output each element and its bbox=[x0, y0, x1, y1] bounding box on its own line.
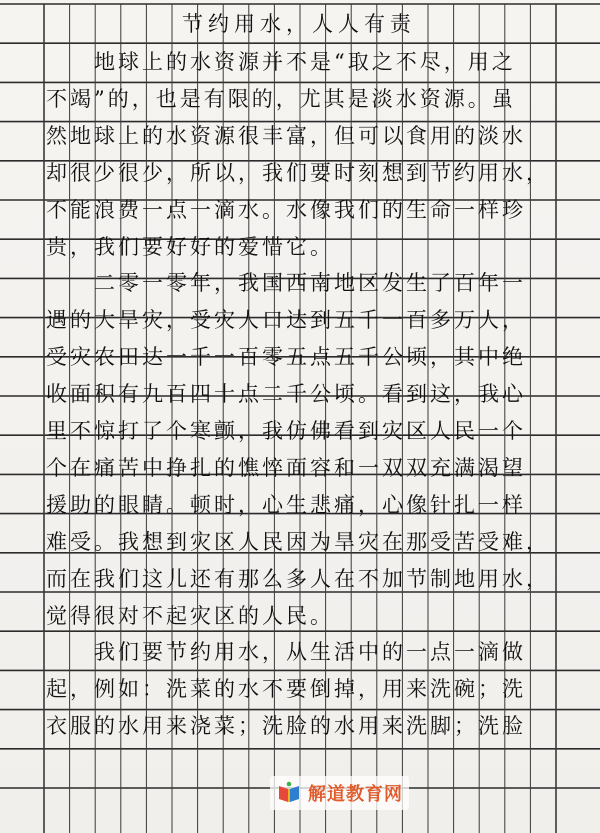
essay-line: 然地球上的水资源很丰富，但可以食用的淡水 bbox=[46, 123, 526, 148]
essay-line: 觉得很对不起灾区的人民。 bbox=[46, 603, 334, 628]
essay-line: 却很少很少，所以，我们要时刻想到节约用水， bbox=[46, 160, 550, 185]
essay-line: 衣服的水用来浇菜；洗脸的水用来洗脚；洗脸 bbox=[46, 714, 526, 739]
essay-line: 地球上的水资源并不是“取之不尽，用之 bbox=[46, 50, 516, 74]
essay-line: 贵，我们要好好的爱惜它。 bbox=[46, 234, 334, 259]
essay-line: 受灾农田达一千一百零五点五千公顷，其中绝 bbox=[46, 345, 526, 370]
watermark bbox=[270, 776, 409, 810]
essay-line: 个在痛苦中挣扎的憔悴面容和一双双充满渴望 bbox=[46, 455, 526, 480]
essay-line: 收面积有九百四十点二千公顷。看到这，我心 bbox=[46, 382, 526, 407]
essay-line: 而在我们这儿还有那么多人在不加节制地用水， bbox=[46, 566, 550, 591]
essay-line: 起，例如：洗菜的水不要倒掉，用来洗碗；洗 bbox=[46, 677, 526, 702]
essay-line: 不能浪费一点一滴水。水像我们的生命一样珍 bbox=[46, 197, 526, 222]
essay-line: 难受。我想到灾区人民因为旱灾在那受苦受难， bbox=[46, 529, 550, 554]
essay-line: 援助的眼睛。顿时，心生悲痛，心像针扎一样 bbox=[46, 492, 526, 517]
essay-line: 里不惊打了个寒颤，我仿佛看到灾区人民一个 bbox=[46, 419, 526, 443]
essay-line: 遇的大旱灾，受灾人口达到五千一百多万人， bbox=[46, 308, 526, 333]
book-logo-icon bbox=[276, 780, 302, 806]
essay-line: 不竭”的，也是有限的，尤其是淡水资源。虽 bbox=[46, 86, 516, 111]
essay-line: 我们要节约用水，从生活中的一点一滴做 bbox=[46, 640, 526, 665]
essay-line: 二零一零年，我国西南地区发生了百年一 bbox=[46, 271, 526, 296]
essay-title: 节约用水，人人有责 bbox=[182, 12, 416, 36]
watermark-text: 解道教育网 bbox=[308, 784, 403, 805]
